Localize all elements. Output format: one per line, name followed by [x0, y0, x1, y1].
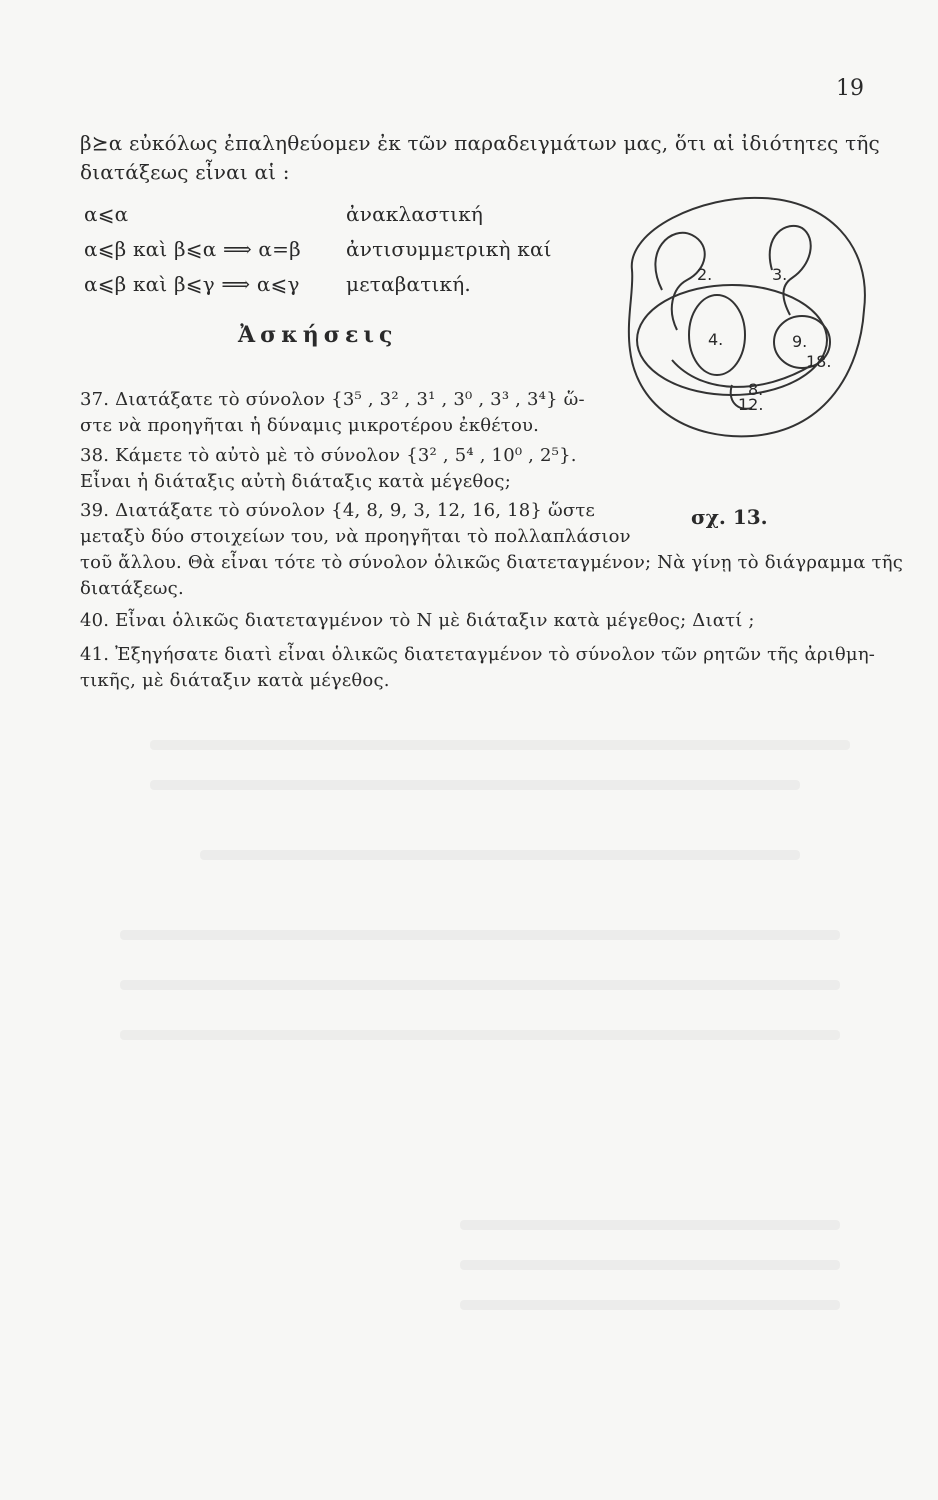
property-formula: α⩽β καὶ β⩽γ ⟹ α⩽γ: [84, 272, 300, 296]
exercise-37-line-1: 37. Διατάξατε τὸ σύνολον {3⁵ , 3² , 3¹ , 3⁰ , 3³ , 3⁴} ὥ-: [80, 389, 585, 410]
diagram-label: 3.: [772, 265, 788, 284]
bleed-through-shadow: [0, 700, 938, 1500]
diagram-label: 9.: [792, 332, 808, 351]
figure-caption: σχ. 13.: [691, 505, 768, 529]
exercise-39-line-2: μεταξὺ δύο στοιχείων του, νὰ προηγῆται τὸ πολλαπλάσιον: [80, 526, 631, 547]
property-label: μεταβατική.: [346, 272, 471, 296]
exercise-39-line-1: 39. Διατάξατε τὸ σύνολον {4, 8, 9, 3, 12, 16, 18} ὥστε: [80, 500, 596, 521]
exercises-heading: Ἀσκήσεις: [238, 322, 398, 348]
diagram-label: 2.: [697, 265, 713, 284]
exercise-38-line-2: Εἶναι ἡ διάταξις αὐτὴ διάταξις κατὰ μέγεθος;: [80, 471, 511, 492]
diagram-label: 12.: [738, 395, 764, 414]
property-formula: α⩽β καὶ β⩽α ⟹ α=β: [84, 237, 301, 261]
exercise-39-line-3: τοῦ ἄλλου. Θὰ εἶναι τότε τὸ σύνολον ὁλικῶς διατεταγμένον; Νὰ γίνῃ τὸ διάγραμμα τῆς: [80, 552, 903, 573]
exercise-39-line-4: διατάξεως.: [80, 578, 184, 599]
exercise-40: 40. Εἶναι ὁλικῶς διατεταγμένον τὸ N μὲ διάταξιν κατὰ μέγεθος; Διατί ;: [80, 610, 755, 631]
page-number: 19: [836, 76, 864, 101]
property-formula: α⩽α: [84, 202, 129, 226]
diagram-label: 4.: [708, 330, 724, 349]
property-label: ἀνακλαστική: [346, 202, 484, 226]
property-label: ἀντισυμμετρικὴ καί: [346, 237, 552, 261]
intro-line-1: β⪰α εὐκόλως ἐπαληθεύομεν ἐκ τῶν παραδειγμάτων μας, ὅτι αἱ ἰδιότητες τῆς: [80, 131, 880, 155]
exercise-37-line-2: στε νὰ προηγῆται ἡ δύναμις μικροτέρου ἐκθέτου.: [80, 415, 540, 436]
exercise-41-line-1: 41. Ἐξηγήσατε διατὶ εἶναι ὁλικῶς διατεταγμένον τὸ σύνολον τῶν ρητῶν τῆς ἀριθμη-: [80, 644, 876, 665]
diagram-label: 8.: [748, 380, 764, 399]
exercise-41-line-2: τικῆς, μὲ διάταξιν κατὰ μέγεθος.: [80, 670, 390, 691]
exercise-38-line-1: 38. Κάμετε τὸ αὐτὸ μὲ τὸ σύνολον {3² , 5⁴ , 10⁰ , 2⁵}.: [80, 445, 577, 466]
divisibility-diagram: [612, 190, 882, 490]
intro-line-2: διατάξεως εἶναι αἱ :: [80, 160, 290, 184]
diagram-label: 18.: [806, 352, 832, 371]
